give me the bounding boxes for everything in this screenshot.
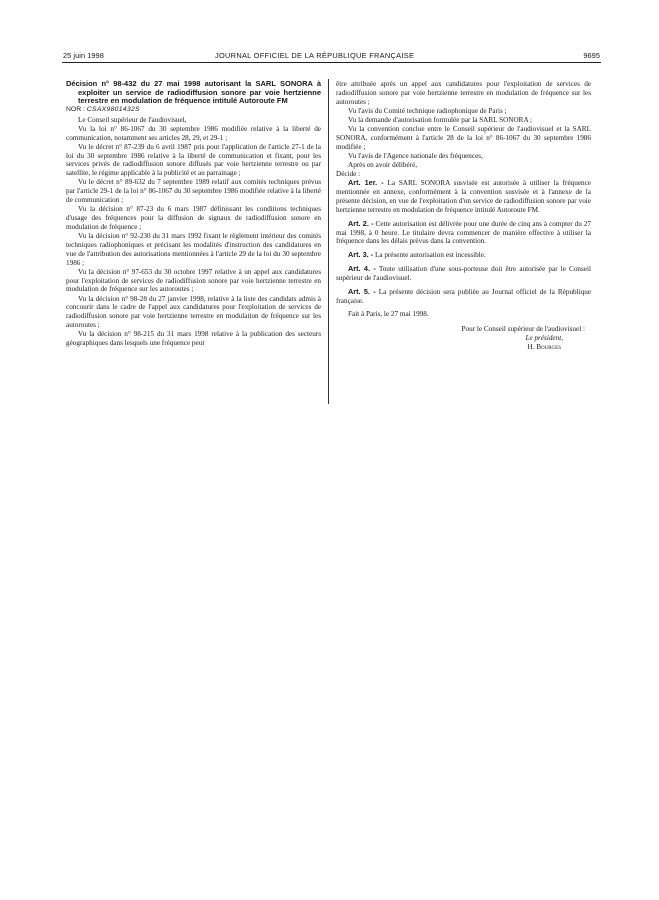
article-text: La présente autorisation est incessible. xyxy=(374,251,486,260)
signature-block xyxy=(336,325,591,352)
preamble-line: Vu la décision n° 98-28 du 27 janvier 1998, relative à la liste des candidats admis à concourir dans le cadre de l'appel aux candidatures pour l'exploitation de services de radiodiffusion sonore par voie hertzienne terrestre en modulation de fréquence sur les autoroutes ; xyxy=(66,294,321,330)
article-text: La SARL SONORA susvisée est autorisée à utiliser la fréquence mentionnée en annexe, conformément à la convention susvisée et à l'annexe de la présente décision, en vue de l'exploitation d'un service de radiodiffusion sonore par voie hertzienne terrestre en modulation de fréquence intitulé Autoroute FM. xyxy=(336,179,591,214)
article-4 xyxy=(336,265,591,283)
closing-line: Fait à Paris, le 27 mai 1998. xyxy=(348,310,429,319)
right-column xyxy=(336,80,591,352)
nor-reference xyxy=(66,106,321,115)
article-label: Art. 2. - xyxy=(348,218,374,228)
preamble-line: Vu la loi n° 86-1067 du 30 septembre 1986 modifiée relative à la liberté de communication, notamment ses articles 28, 29, et 29-1 ; xyxy=(66,124,321,142)
preamble-line: Vu l'avis du Comité technique radiophonique de Paris ; xyxy=(348,106,507,115)
preamble-line: Vu la décision n° 98-215 du 31 mars 1998 relative à la publication des secteurs géographiques dans lesquels une fréquence peut xyxy=(66,330,321,348)
decision-title: Décision n° 98-432 du 27 mai 1998 autorisant la SARL SONORA à exploiter un service de radiodiffusion sonore par voie hertzienne terrestre en modulation de fréquence intitulé Autoroute FM xyxy=(66,79,321,106)
article-text: Toute utilisation d'une sous-porteuse doit être autorisée par le Conseil supérieur de l'audiovisuel. xyxy=(336,265,591,282)
header-date: 25 juin 1998 xyxy=(63,51,104,60)
decides-heading: Décide : xyxy=(336,170,361,179)
article-1 xyxy=(336,179,591,214)
preamble-line: Vu la décision n° 87-23 du 6 mars 1987 définissant les conditions techniques d'usage des fréquences pour la diffusion de signaux de radiodiffusion sonore en modulation de fréquence ; xyxy=(66,205,321,231)
signature-name: H. Bourges xyxy=(527,343,561,352)
left-column xyxy=(66,80,321,348)
preamble-line: Vu la décision n° 92-230 du 31 mars 1992 fixant le règlement intérieur des comités techniques radiophoniques et précisant les modalités d'instruction des candidatures en vue de l'attribution des autorisations mentionnées à l'article 29 de la loi du 30 septembre 1986 ; xyxy=(66,232,321,267)
preamble-line: Le Conseil supérieur de l'audiovisuel, xyxy=(78,115,187,124)
nor-label: NOR : xyxy=(66,106,85,114)
signature-role: Le président, xyxy=(525,334,563,343)
preamble-line: Vu le décret n° 89-632 du 7 septembre 1989 relatif aux comités techniques prévus par l'article 29-1 de la loi n° 86-1067 du 30 septembre 1986 modifiée relative à la liberté de communication ; xyxy=(66,178,321,205)
article-text: La présente décision sera publiée au Journal officiel de la République française. xyxy=(336,287,591,305)
signature-line: Pour le Conseil supérieur de l'audiovisuel : xyxy=(461,325,585,334)
preamble-line: Vu l'avis de l'Agence nationale des fréquences, xyxy=(348,151,483,160)
preamble-line: Vu la convention conclue entre le Conseil supérieur de l'audiovisuel et la SARL SONORA, conformément à l'article 28 de la loi n° 86-1067 du 30 septembre 1986 modifiée ; xyxy=(336,125,591,151)
article-text: Cette autorisation est délivrée pour une durée de cinq ans à compter du 27 mai 1998, à 0 heure. Le titulaire devra commencer de manière effective à utiliser la fréquence dans les délais prévus dans la convention. xyxy=(336,219,592,246)
header-page-number: 9695 xyxy=(583,51,600,60)
preamble-line: Après en avoir délibéré, xyxy=(348,161,418,170)
article-2 xyxy=(336,220,591,247)
article-label: Art. 4. - xyxy=(348,264,376,274)
article-label: Art. 1er. - xyxy=(348,178,384,188)
preamble-line: Vu le décret n° 87-239 du 6 avril 1987 pris pour l'application de l'article 27-1 de la loi du 30 septembre 1986 relative à la liberté de communication et fixant, pour les services privés de radiodiffusion sonore diffusés par voie hertzienne terrestre ou par satellite, le régime applicable à la publicité et au parrainage ; xyxy=(66,142,321,178)
header-rule xyxy=(62,62,601,63)
preamble-line: être attribuée après un appel aux candidatures pour l'exploitation de services de radiodiffusion sonore par voie hertzienne terrestre en modulation de fréquence sur les autoroutes ; xyxy=(336,80,591,106)
header-journal-title: JOURNAL OFFICIEL DE LA RÉPUBLIQUE FRANÇAISE xyxy=(215,51,415,60)
article-5 xyxy=(336,288,591,306)
preamble-line: Vu la décision n° 97-653 du 30 octobre 1997 relative à un appel aux candidatures pour l'exploitation de services de radiodiffusion sonore par voie hertzienne terrestre en modulation de fréquence sur les autoroutes ; xyxy=(66,267,321,294)
preamble-line: Vu la demande d'autorisation formulée par la SARL SONORA ; xyxy=(348,115,533,124)
article-3 xyxy=(336,251,591,260)
column-divider xyxy=(328,79,329,404)
article-label: Art. 5. - xyxy=(348,286,376,296)
nor-code: CSAX9801432S xyxy=(86,106,140,114)
article-label: Art. 3. - xyxy=(348,250,374,260)
